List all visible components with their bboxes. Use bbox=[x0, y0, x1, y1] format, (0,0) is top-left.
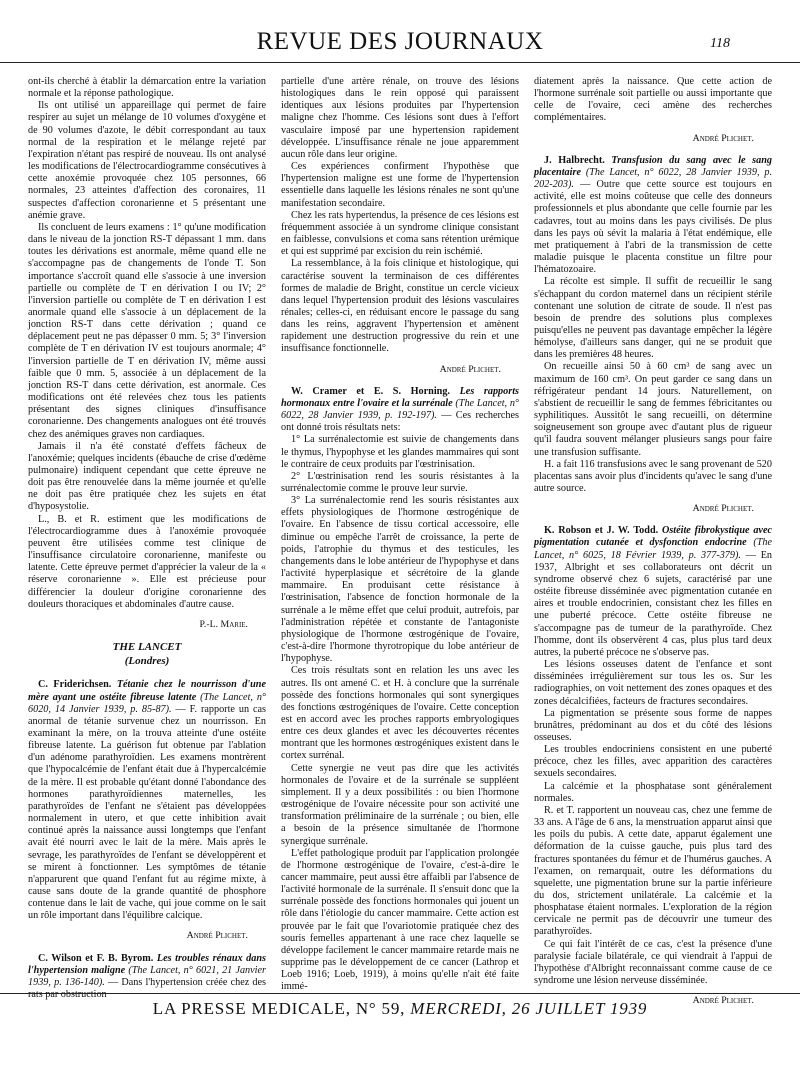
article-title: Transfusion du sang avec le sang placentaire bbox=[534, 154, 773, 178]
paragraph: ont-ils cherché à établir la démarcation entre la variation normale et la réponse pathologique. bbox=[28, 76, 266, 100]
paragraph: H. a fait 116 transfusions avec le sang provenant de 520 placentas sans avoir plus d'incidents qu'avec le sang d'une autre source. bbox=[534, 458, 772, 494]
paragraph: L'effet pathologique produit par l'application prolongée de l'hormone œstrogénique de l'ovaire, c'est-à-dire le cancer mammaire, peut aussi être affaibli par l'absence de l'activité hormonale de la surrénale. Il s'ensuit donc que la surrénale possède des fonctions hormonales qui jouent un rôle dans l'étiologie du cancer mammaire. Cette action est prouvée par le fait que l'ovariotomie pratiquée chez des souris femelles appartenant à une race chez laquelle se développe facilement le cancer mammaire retarde mais ne supprime pas le développement de ce cancer (Lathrop et Loeb 1916; Loeb, 1919), à moins qu'elle n'ait été faite immé- bbox=[281, 847, 519, 993]
paragraph: Ces trois résultats sont en relation les uns avec les autres. Ils ont amené C. et H. à conclure que la surrénale possède des fonctions hormonales qui sont synergiques des fonctions œstrogéniques de l'ovaire. Cette conception est en accord avec les proches rapports embryologiques entre ces deux glandes et avec les découvertes récentes montrant que les hormones œstrogéniques existent dans le cortex surrénal. bbox=[281, 665, 519, 762]
paragraph: La pigmentation se présente sous forme de nappes brunâtres, prédominant au dos et du côté des lésions osseuses. bbox=[534, 707, 772, 743]
article-body: — Outre que cette source est toujours en activité, elle est moins coûteuse que celle des donneurs professionnels et plus abondante que celle fournie par les cadavres, tout au moins dans les pays civilisés. De plus dans les pays où sévit la malaria à l'état endémique, elle met pratiquement à l'abri de la transmission de cette maladie puisque le placenta constitue un filtre pour l'hématozoaire. bbox=[534, 179, 772, 276]
paragraph: Ces expériences confirment l'hypothèse que l'hypertension maligne est une forme de l'hypertension essentielle dans laquelle les lésions rénales ne sont qu'une manifestation secondaire. bbox=[281, 161, 519, 209]
author-signature: André Plichet. bbox=[186, 930, 248, 942]
paragraph: Les lésions osseuses datent de l'enfance et sont disséminées irrégulièrement sur tous les os. Sur les radiographies, on voit nettement des zones opaques et des zones décalcifiées, facteurs de fractures secondaires. bbox=[534, 659, 772, 707]
paragraph: Ils concluent de leurs examens : 1° qu'une modification dans le niveau de la jonction RS-T dépassant 1 mm. dans toutes les dérivations est anormale, même quand elle ne s'accompagne pas de changements de l'onde T. Son importance s'accroît quand elle s'associe à une inversion partielle ou complète de T en dérivation I ou IV; 2° l'inversion partielle ou complète de T en dérivation I est anormale quand elle s'associe à un déplacement de la jonction RS-T dans cette dérivation ; quand ce déplacement peut ne pas dépasser 0 mm. 5; 3° l'inversion complète de T en dérivation IV est toujours anormale; 4° l'inversion partielle de T en dérivation IV, même aussi faible que 0 mm. 5, associée à un déplacement de la jonction RS-T dans cette dérivation, est anormale. Ces modifications ont été relevées chez tous les patients présentant des signes cliniques d'insuffisance coronarienne. Des changements analogues ont été trouvés chez des anémiques graves non cardiaques. bbox=[28, 221, 266, 440]
article-body: — Ces recherches ont donné trois résultats nets: bbox=[281, 410, 519, 434]
paragraph: R. et T. rapportent un nouveau cas, chez une femme de 33 ans. A l'âge de 6 ans, la menstruation apparut ainsi que les poils du pubis. A cette date, apparut également une déformation de la cuisse gauche, puis plus tard des fractures spontanées du fémur et de l'humérus gauches. A l'examen, on remarquait, outre les déformations du squelette, une pigmentation brune sur la partie inférieure du dos, strictement unilatérale. La calcémie et la phosphatase étaient normales. L'exploration de la région cervicale ne permit pas de découvrir une tumeur des parathyroïdes. bbox=[534, 804, 772, 938]
article-authors: J. Halbrecht. bbox=[544, 154, 605, 166]
article-body: — En 1937, Albright et ses collaborateurs ont décrit un syndrome observé chez 6 sujets, caractérisé par une ostéite fibreuse disséminée avec pigmentation cutanée en aires et trouble endocrinien, consistant chez les filles en une puberté précoce. Cette ostéite fibreuse ne s'accompagne pas de tumeur de la parathyroïde. Chez l'homme, dont ils observèrent 4 cas, plus plus tard deux autres, la puberté précoce ne s'observe pas. bbox=[534, 549, 773, 658]
article-title: Ostéite fibrokystique avec pigmentation cutanée et dysfonction endocrine bbox=[534, 525, 772, 549]
article-authors: C. Friderichsen. bbox=[38, 679, 112, 691]
author-signature: André Plichet. bbox=[692, 132, 754, 144]
author-signature: André Plichet. bbox=[692, 503, 754, 515]
footer-day: MERCREDI, bbox=[410, 999, 507, 1018]
paragraph: 1° La surrénalectomie est suivie de changements dans le thymus, l'hypophyse et les glandes mammaires qui sont le contraire de ceux produits par l'œstrinisation. bbox=[281, 434, 519, 470]
article-title: Tétanie chez le nourrisson d'une mère ayant une ostéite fibreuse latente bbox=[28, 679, 266, 703]
author-signature: André Plichet. bbox=[692, 995, 754, 1007]
article-body: — F. rapporte un cas anormal de tétanie survenue chez un nourrisson. En examinant la mère, on la trouva atteinte d'une ostéite fibreuse latente. La guérison fut obtenue par l'ablation d'un adénome parathyroïdien. Les examens montrèrent que l'hypocalcémie de l'enfant était due à l'hypercalcémie de la mère. Il est probable qu'étant donné l'abondance des hormones parathyroïdiennes maternelles, les parathyroïdes de l'enfant ne s'étaient pas développées normalement in utero, et que cette inhibition avait continué après la naissance aussi longtemps que l'enfant avait été nourri avec le lait de la mère. Mais après le sevrage, les parathyroïdes de l'enfant se développèrent et se mirent à fonctionner. Les symptômes de tétanie n'apparurent que quand l'enfant fut au régime mixte, à cause sans doute de la grande quantité de phosphore contenue dans le lait de vache, qui joue comme on le sait un rôle important dans l'équilibre calcique. bbox=[28, 703, 266, 922]
paragraph: Cette synergie ne veut pas dire que les activités hormonales de l'ovaire et de la surrénale se suppléent simplement. Il y a deux possibilités : ou bien l'hormone œstrogénique de l'ovaire nécessite pour son activité une transformation préliminaire de la surrénale ; ou bien, elle a besoin de la présence simultanée de l'hormone synergique surrénale. bbox=[281, 762, 519, 847]
article-entry bbox=[534, 525, 772, 659]
paragraph: Jamais il n'a été constaté d'effets fâcheux de l'anoxémie; quelques incidents (ébauche de crise d'œdème pulmonaire) indiquent cependant que cette épreuve ne doit pas être renouvelée dans la même journée et qu'elle ne doit pas être pratiquée chez les sujets en état d'hyposystolie. bbox=[28, 440, 266, 513]
footer-publication-line bbox=[0, 999, 800, 1019]
article-entry bbox=[28, 679, 266, 922]
article-reference: (The Lancet, n° 6022, 28 Janvier 1939, p. 192-197). bbox=[281, 397, 520, 422]
paragraph: Les troubles endocriniens consistent en une puberté précoce, chez les filles, avec apparition des caractères sexuels secondaires. bbox=[534, 744, 772, 780]
paragraph: L., B. et R. estiment que les modifications de l'électrocardiogramme dues à l'anoxémie provoquée peuvent être utilisées comme test clinique de l'insuffisance circulatoire coronarienne, manifeste ou latente. Cette épreuve permet d'apprécier la valeur de la « réserve coronarienne ». Elle est précieuse pour différencier la douleur d'origine coronarienne des douleurs thoraciques et abdominales d'autre cause. bbox=[28, 513, 266, 610]
journal-section-title: REVUE DES JOURNAUX bbox=[256, 28, 544, 55]
article-title: Les rapports hormonaux entre l'ovaire et la surrénale bbox=[281, 385, 519, 409]
article-authors: W. Cramer et E. S. Horning. bbox=[291, 385, 450, 397]
article-title: Les troubles rénaux dans l'hypertension maligne bbox=[28, 952, 267, 976]
journal-section-heading: THE LANCET bbox=[112, 641, 182, 654]
paragraph: On recueille ainsi 50 à 60 cm³ de sang avec un maximum de 160 cm³. On peut garder ce sang dans un réfrigérateur pendant 14 jours. Naturellement, on s'abstient de recueillir le sang de femmes fébricitantes ou syphilitiques. Aussitôt le sang recueilli, on détermine soigneusement son groupe avec d'autant plus de rigueur qu'il faudra souvent mélanger plusieurs sangs pour faire une transfusion suffisante. bbox=[534, 361, 772, 458]
article-reference: (The Lancet, n° 6022, 28 Janvier 1939, p. 202-203). bbox=[534, 166, 772, 191]
page-header bbox=[0, 26, 800, 63]
paragraph: 2° L'œstrinisation rend les souris résistantes à la surrénalectomie comme le prouve leur survie. bbox=[281, 470, 519, 494]
footer-date: 26 JUILLET 1939 bbox=[511, 999, 648, 1018]
paragraph: La récolte est simple. Il suffit de recueillir le sang s'échappant du cordon maternel dans un récipient stérile contenant une solution de citrate de soude. Il n'est pas besoin de prendre des solutions plus complexes puisqu'elles ne peuvent pas davantage empêcher la légère hémolyse, d'ailleurs sans danger, qui ne se produit que dans les premières 48 heures. bbox=[534, 276, 772, 361]
article-entry bbox=[281, 386, 519, 435]
article-entry bbox=[534, 155, 772, 277]
footer-journal: LA PRESSE MEDICALE, N° 59, bbox=[152, 999, 406, 1018]
text-column-middle bbox=[281, 76, 520, 993]
paragraph: Chez les rats hypertendus, la présence de ces lésions est fréquemment associée à un syndrome clinique consistant en faiblesse, convulsions et coma sans rétention urémique et qui est supprimé par excision du rein ischémié. bbox=[281, 209, 519, 258]
paragraph: La calcémie et la phosphatase sont généralement normales. bbox=[534, 780, 772, 804]
paragraph: Ils ont utilisé un appareillage qui permet de faire respirer au sujet un mélange de 10 volumes d'oxygène et de 90 volumes d'azote, le débit correspondant au taux normal de la respiration et le mélange rejeté par l'expiration n'étant pas respiré de nouveau. Ils ont analysé les modifications de l'électrocardiogramme consécutives à cette anoxémie provoquée chez 105 personnes, 66 normales, 23 atteintes d'affection des coronaires, 11 suspectes d'affection coronarienne et 5 présentant une anémie grave. bbox=[28, 100, 266, 221]
article-body: — Dans l'hypertension créée chez des rats par obstruction bbox=[28, 976, 267, 1001]
paragraph: partielle d'une artère rénale, on trouve des lésions histologiques dans le rein opposé qui paraissent identiques aux lésions produites par l'hypertension maligne chez l'homme. Ces lésions sont dues à l'effort vasculaire imposé par une hypertension rapidement développée. L'insuffisance rénale ne joue apparemment aucun rôle dans leur origine. bbox=[281, 76, 519, 160]
article-reference: (The Lancet, n° 6020, 14 Janvier 1939, p. 85-87). bbox=[28, 691, 266, 715]
journal-section-location: (Londres) bbox=[124, 655, 170, 668]
page-footer bbox=[0, 993, 800, 1018]
paragraph: La ressemblance, à la fois clinique et histologique, qui caractérise souvent la terminaison de ces différentes formes de maladie de Bright, constitue un cercle vicieux dans lequel l'hypertension produit des lésions vasculaires rénales; celles-ci, en réduisant encore le passage du sang dans les reins, aggravent l'hypertension et amènent rapidement une destruction progressive du rein et une insuffisance fonctionnelle. bbox=[281, 258, 519, 355]
article-reference: (The Lancet, n° 6025, 18 Février 1939, p. 377-379). bbox=[534, 537, 773, 561]
page-number: 118 bbox=[710, 36, 730, 51]
paragraph: 3° La surrénalectomie rend les souris résistantes aux effets physiologiques de l'hormone œstrogénique de l'ovaire. En l'absence de tissu cortical accessoire, elle diminue ou empêche l'arrêt de croissance, la perte de poids, l'atrophie du thymus et des testicules, les changements dans le lobe antérieur de l'hypophyse et dans l'activité hyperplasique et sécrétoire de la glande mammaire. En produisant cette résistance à l'œstrinisation, l'absence de fonction hormonale de la surrénale a le même effet que celui produit, autrefois, par l'administration répétée et constante de l'antagoniste physiologique de l'hormone œstrogénique de l'ovaire, c'est-à-dire l'hormone thyrotropique du lobe antérieur de l'hypophyse. bbox=[281, 495, 519, 665]
paragraph: diatement après la naissance. Que cette action de l'hormone surrénale soit partielle ou aussi importante que celle de l'ovaire, ceci amène des recherches complémentaires. bbox=[534, 76, 772, 124]
article-authors: K. Robson et J. W. Todd. bbox=[544, 525, 659, 537]
text-column-right bbox=[534, 76, 773, 1007]
article-reference: (The Lancet, n° 6021, 21 Janvier 1939, p. 136-140). bbox=[28, 964, 266, 988]
author-signature: André Plichet. bbox=[439, 363, 501, 375]
paragraph: Ce qui fait l'intérêt de ce cas, c'est la présence d'une paralysie faciale bilatérale, ce qui viendrait à l'appui de l'hypothèse d'Albright reconnaissant comme cause de ce syndrome une lésion nerveuse disséminée. bbox=[534, 938, 772, 987]
author-signature: P.-L. Marie. bbox=[199, 618, 248, 630]
article-authors: C. Wilson et F. B. Byrom. bbox=[38, 952, 154, 964]
text-column-left bbox=[28, 76, 267, 1001]
